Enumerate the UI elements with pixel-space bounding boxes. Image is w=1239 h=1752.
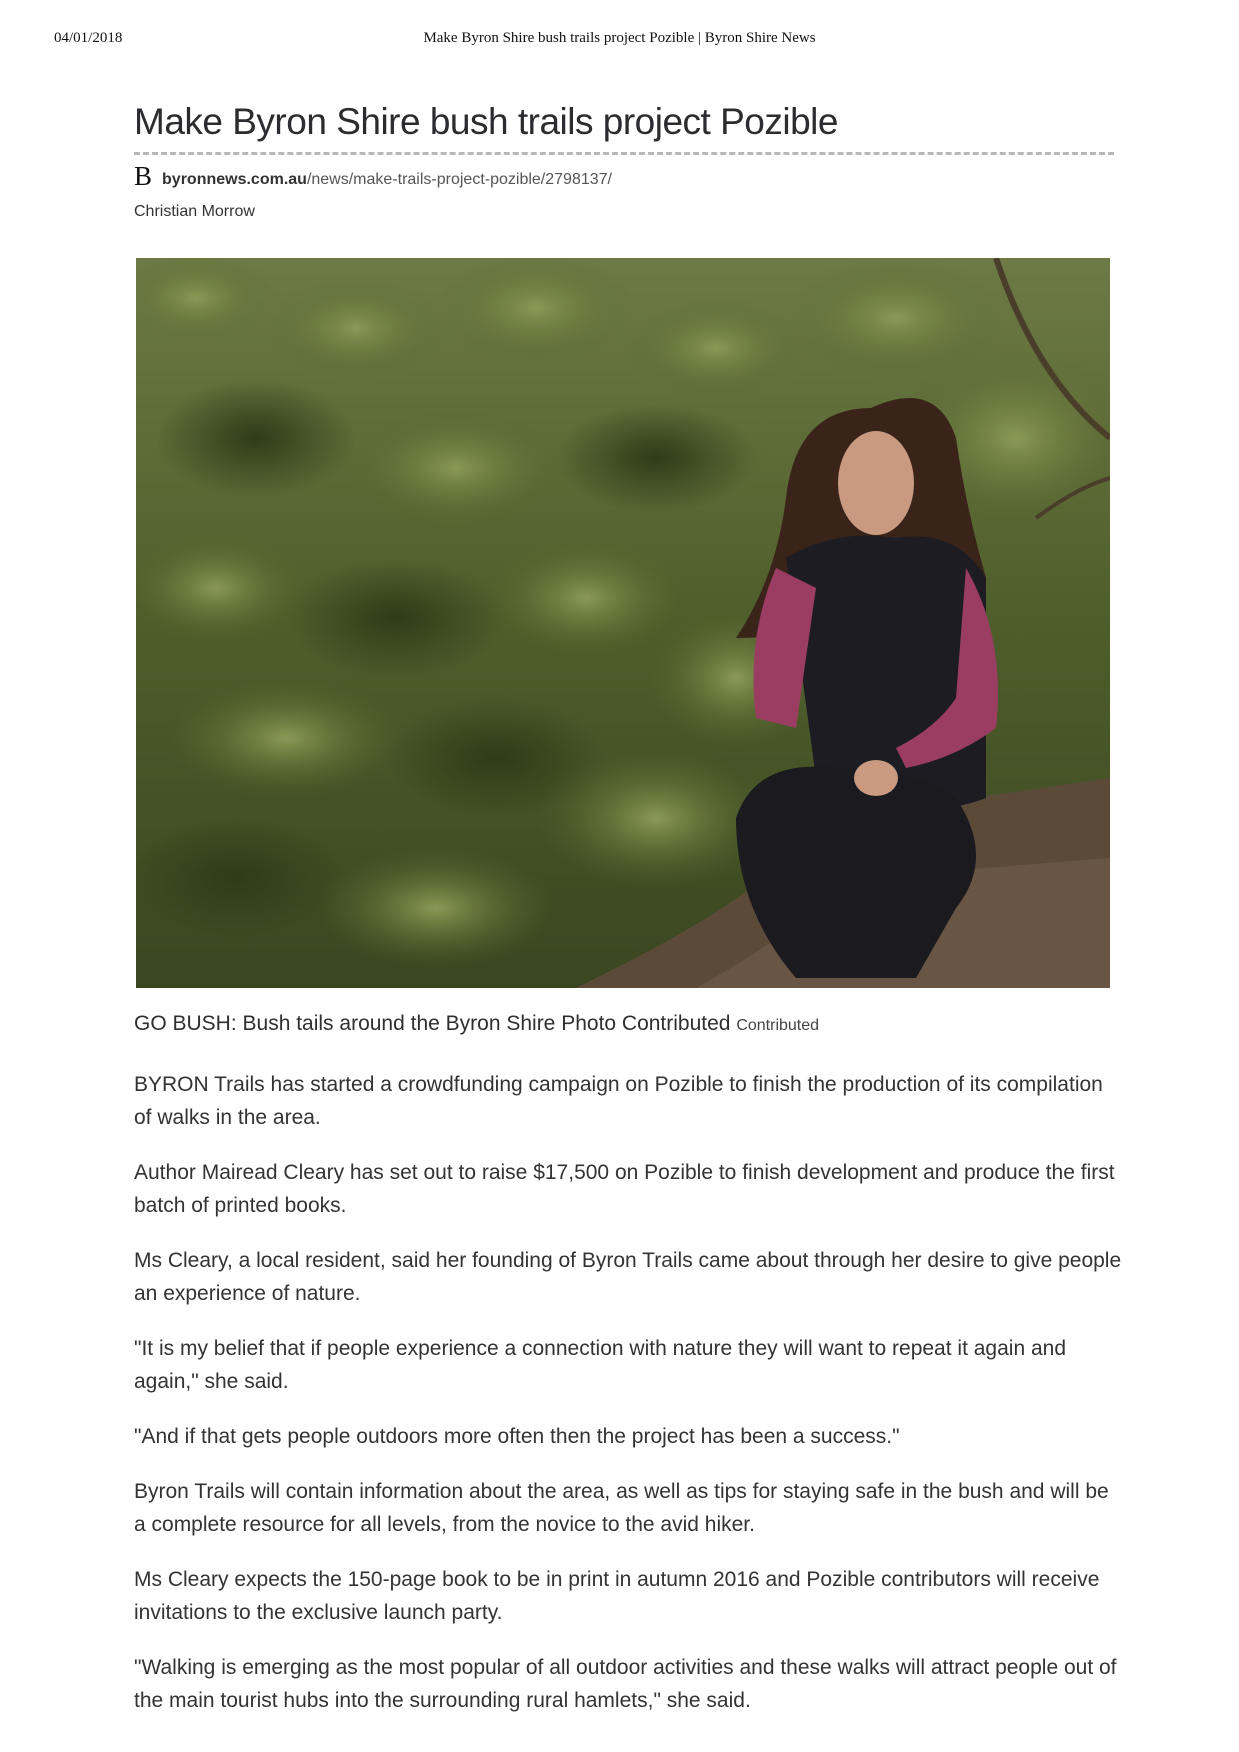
photo-caption xyxy=(134,1012,1124,1036)
body-paragraph: "And if that gets people outdoors more often then the project has been a success." xyxy=(134,1425,900,1448)
dashed-divider xyxy=(134,152,1114,155)
source-line xyxy=(134,161,1114,192)
body-paragraph: BYRON Trails has started a crowdfunding campaign on Pozible to finish the production of its compilation of walks in the area. xyxy=(134,1073,1103,1129)
body-paragraph: "Walking is emerging as the most popular of all outdoor activities and these walks will attract people out of the main tourist hubs into the surrounding rural hamlets," she said. xyxy=(134,1656,1117,1712)
print-page-title: Make Byron Shire bush trails project Pozible | Byron Shire News xyxy=(423,30,816,46)
article-body xyxy=(134,1068,1124,1739)
print-header xyxy=(0,30,1239,52)
caption-credit: Contributed xyxy=(736,1017,820,1034)
source-domain: byronnews.com.au xyxy=(162,171,307,189)
body-paragraph: Byron Trails will contain information about the area, as well as tips for staying safe in the bush and will be a complete resource for all levels, from the novice to the avid hiker. xyxy=(134,1480,1109,1536)
print-date: 04/01/2018 xyxy=(54,30,123,46)
body-paragraph: Author Mairead Cleary has set out to raise $17,500 on Pozible to finish development and produce the first batch of printed books. xyxy=(134,1161,1115,1217)
body-paragraph: "It is my belief that if people experience a connection with nature they will want to repeat it again and again," she said. xyxy=(134,1337,1066,1393)
byron-news-logo-icon: B xyxy=(134,161,153,192)
source-path: /news/make-trails-project-pozible/2798137/ xyxy=(306,171,612,189)
caption-text: GO BUSH: Bush tails around the Byron Shire Photo Contributed xyxy=(134,1012,731,1035)
body-paragraph: Ms Cleary expects the 150-page book to be in print in autumn 2016 and Pozible contributors will receive invitations to the exclusive launch party. xyxy=(134,1568,1100,1624)
article-header xyxy=(134,100,1114,221)
body-paragraph: Ms Cleary, a local resident, said her founding of Byron Trails came about through her desire to give people an experience of nature. xyxy=(134,1249,1122,1305)
author-name: Christian Morrow xyxy=(134,203,255,221)
article-photo xyxy=(136,258,1110,988)
source-link[interactable] xyxy=(162,171,612,189)
article-title: Make Byron Shire bush trails project Pozible xyxy=(134,101,838,142)
